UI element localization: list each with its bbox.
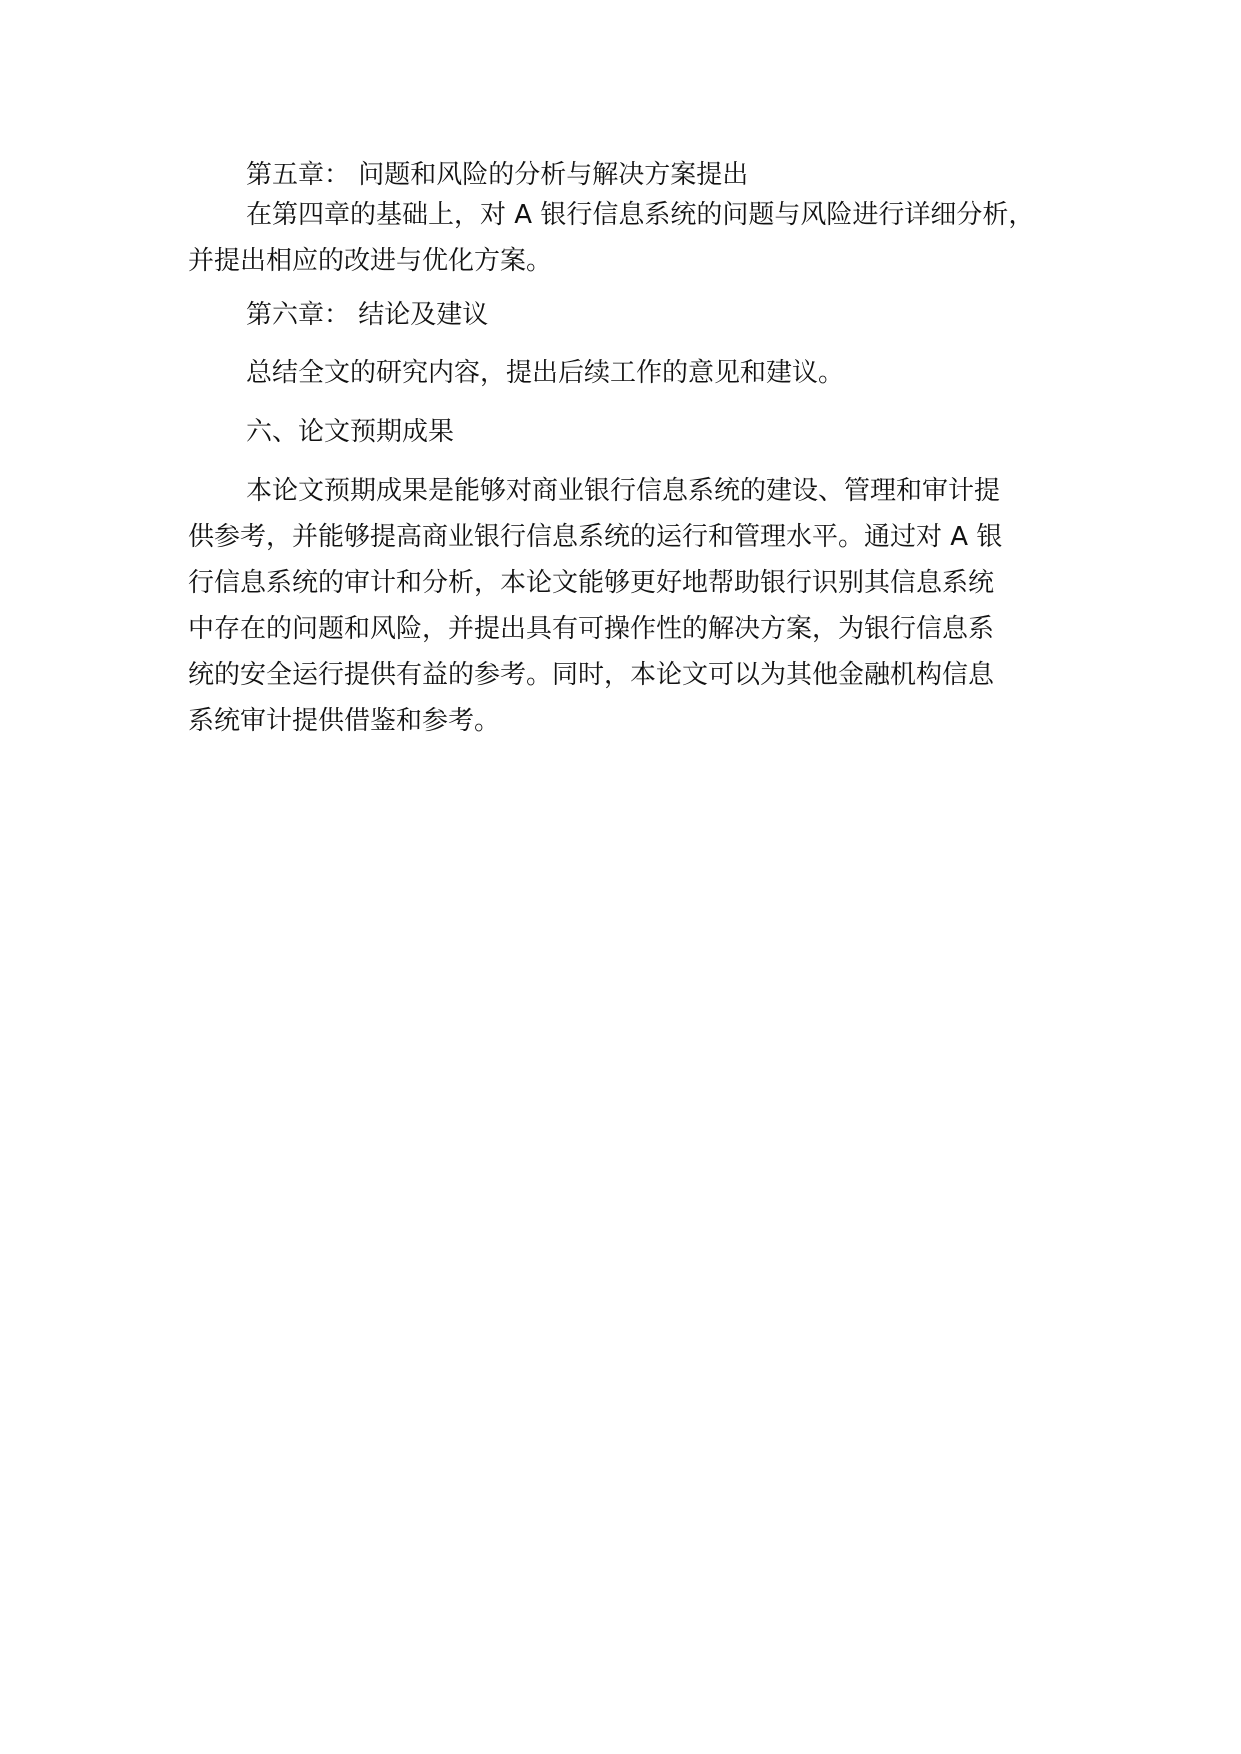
paragraph-line: 中存在的问题和风险，并提出具有可操作性的解决方案，为银行信息系 xyxy=(188,614,995,644)
paragraph-line: 在第四章的基础上，对 A 银行信息系统的问题与风险进行详细分析， xyxy=(246,200,1035,230)
chapter6-heading: 第六章： 结论及建议 xyxy=(246,300,489,330)
paragraph-line: 并提出相应的改进与优化方案。 xyxy=(188,246,553,276)
paragraph-line: 统的安全运行提供有益的参考。同时，本论文可以为其他金融机构信息 xyxy=(188,660,995,690)
section6-heading: 六、论文预期成果 xyxy=(246,417,455,447)
paragraph-line: 供参考，并能够提高商业银行信息系统的运行和管理水平。通过对 A 银 xyxy=(188,522,1003,552)
paragraph-line: 行信息系统的审计和分析，本论文能够更好地帮助银行识别其信息系统 xyxy=(188,568,995,598)
chapter5-body xyxy=(188,192,1088,284)
paragraph-line: 系统审计提供借鉴和参考。 xyxy=(188,706,501,736)
chapter5-heading: 第五章： 问题和风险的分析与解决方案提出 xyxy=(246,160,749,190)
paragraph-line: 本论文预期成果是能够对商业银行信息系统的建设、管理和审计提 xyxy=(246,476,1001,506)
section6-body xyxy=(188,468,1088,744)
chapter6-body: 总结全文的研究内容，提出后续工作的意见和建议。 xyxy=(246,358,845,388)
